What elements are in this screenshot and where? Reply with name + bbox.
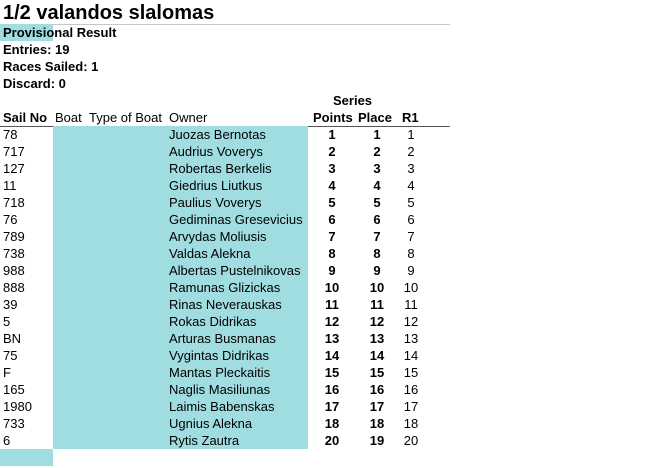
table-row — [0, 330, 450, 347]
points-cell: 10 — [324, 280, 340, 295]
place-cell: 17 — [369, 399, 385, 414]
r1-cell: 3 — [407, 161, 415, 176]
place-cell: 19 — [369, 433, 385, 448]
points-cell: 11 — [325, 297, 339, 312]
points-cell: 9 — [328, 263, 336, 278]
points-cell: 17 — [324, 399, 340, 414]
place-cell: 9 — [373, 263, 381, 278]
table-row — [0, 143, 450, 160]
table-row — [0, 211, 450, 228]
sail-no-cell: 717 — [3, 144, 25, 159]
r1-header: R1 — [402, 110, 419, 125]
r1-cell: 18 — [403, 416, 419, 431]
provisional-label: Provisional Result — [3, 25, 117, 40]
sail-no-cell: 165 — [3, 382, 25, 397]
sail-no-cell: 6 — [3, 433, 11, 448]
table-row — [0, 262, 450, 279]
r1-cell: 20 — [403, 433, 419, 448]
points-cell: 15 — [324, 365, 340, 380]
r1-cell: 17 — [403, 399, 419, 414]
points-cell: 5 — [328, 195, 336, 210]
place-cell: 4 — [373, 178, 381, 193]
place-cell: 2 — [373, 144, 381, 159]
points-cell: 16 — [324, 382, 340, 397]
table-row — [0, 194, 450, 211]
sail-no-cell: 789 — [3, 229, 25, 244]
series-header: Series — [333, 93, 373, 108]
place-cell: 8 — [373, 246, 381, 261]
owner-header: Owner — [169, 110, 208, 125]
sail-no-cell: 738 — [3, 246, 25, 261]
table-row — [0, 126, 450, 143]
owner-cell: Rinas Neverauskas — [169, 297, 282, 312]
r1-cell: 11 — [404, 297, 418, 312]
owner-cell: Paulius Voverys — [169, 195, 262, 210]
owner-cell: Juozas Bernotas — [169, 127, 266, 142]
place-header: Place — [358, 110, 392, 125]
owner-cell: Arturas Busmanas — [169, 331, 276, 346]
owner-cell: Naglis Masiliunas — [169, 382, 271, 397]
points-cell: 12 — [324, 314, 340, 329]
r1-cell: 10 — [403, 280, 419, 295]
points-cell: 20 — [324, 433, 340, 448]
sail-no-cell: 76 — [3, 212, 18, 227]
r1-cell: 9 — [407, 263, 415, 278]
owner-cell: Rokas Didrikas — [169, 314, 257, 329]
points-cell: 2 — [328, 144, 336, 159]
points-cell: 8 — [328, 246, 336, 261]
place-cell: 10 — [369, 280, 385, 295]
points-header: Points — [313, 110, 353, 125]
points-cell: 3 — [328, 161, 336, 176]
type-of-boat-header: Type of Boat — [89, 110, 162, 125]
owner-cell: Vygintas Didrikas — [169, 348, 269, 363]
sail-no-cell: 988 — [3, 263, 25, 278]
table-row — [0, 364, 450, 381]
owner-cell: Ugnius Alekna — [169, 416, 253, 431]
table-row — [0, 415, 450, 432]
r1-cell: 7 — [407, 229, 415, 244]
races-sailed: Races Sailed: 1 — [3, 59, 99, 74]
r1-cell: 4 — [407, 178, 415, 193]
points-cell: 14 — [324, 348, 340, 363]
table-row — [0, 432, 450, 449]
table-row — [0, 347, 450, 364]
table-row — [0, 398, 450, 415]
sail-no-cell: 5 — [3, 314, 11, 329]
place-cell: 7 — [373, 229, 381, 244]
sail-no-cell: 78 — [3, 127, 18, 142]
place-cell: 13 — [369, 331, 385, 346]
points-cell: 6 — [328, 212, 336, 227]
sail-no-cell: BN — [3, 331, 22, 346]
r1-cell: 8 — [407, 246, 415, 261]
r1-cell: 15 — [403, 365, 419, 380]
sail-no-cell: 1980 — [3, 399, 32, 414]
table-row — [0, 381, 450, 398]
r1-cell: 13 — [403, 331, 419, 346]
sail-no-cell: F — [3, 365, 11, 380]
r1-cell: 1 — [407, 127, 415, 142]
owner-cell: Laimis Babenskas — [169, 399, 275, 414]
sail-no-cell: 11 — [3, 178, 17, 193]
place-cell: 15 — [369, 365, 385, 380]
r1-cell: 6 — [407, 212, 415, 227]
entries-count: Entries: 19 — [3, 42, 70, 57]
place-cell: 14 — [369, 348, 385, 363]
table-row — [0, 245, 450, 262]
owner-cell: Giedrius Liutkus — [169, 178, 263, 193]
page-title: 1/2 valandos slalomas — [3, 2, 215, 24]
owner-cell: Albertas Pustelnikovas — [169, 263, 301, 278]
place-cell: 12 — [369, 314, 385, 329]
sail-no-cell: 733 — [3, 416, 25, 431]
sail-no-cell: 718 — [3, 195, 25, 210]
points-cell: 18 — [324, 416, 340, 431]
place-cell: 18 — [369, 416, 385, 431]
sail-no-cell: 39 — [3, 297, 18, 312]
points-cell: 4 — [328, 178, 336, 193]
r1-cell: 14 — [403, 348, 419, 363]
table-row — [0, 177, 450, 194]
table-row — [0, 313, 450, 330]
boat-header: Boat — [55, 110, 82, 125]
owner-cell: Gediminas Gresevicius — [169, 212, 303, 227]
points-cell: 1 — [328, 127, 336, 142]
r1-cell: 16 — [403, 382, 419, 397]
discard-count: Discard: 0 — [3, 76, 66, 91]
points-cell: 13 — [324, 331, 340, 346]
owner-cell: Arvydas Moliusis — [169, 229, 267, 244]
place-cell: 5 — [373, 195, 381, 210]
table-row — [0, 160, 450, 177]
table-row — [0, 228, 450, 245]
place-cell: 16 — [369, 382, 385, 397]
owner-cell: Audrius Voverys — [169, 144, 263, 159]
r1-cell: 2 — [407, 144, 415, 159]
place-cell: 3 — [373, 161, 381, 176]
table-row — [0, 279, 450, 296]
sail-no-cell: 127 — [3, 161, 25, 176]
owner-cell: Valdas Alekna — [169, 246, 251, 261]
place-cell: 1 — [373, 127, 381, 142]
table-row — [0, 296, 450, 313]
footer-highlight — [0, 449, 53, 466]
sail-no-header: Sail No — [3, 110, 48, 125]
r1-cell: 12 — [403, 314, 419, 329]
sail-no-cell: 888 — [3, 280, 25, 295]
r1-cell: 5 — [407, 195, 415, 210]
points-cell: 7 — [328, 229, 336, 244]
sail-no-cell: 75 — [3, 348, 18, 363]
owner-cell: Mantas Pleckaitis — [169, 365, 271, 380]
owner-cell: Ramunas Glizickas — [169, 280, 281, 295]
owner-cell: Rytis Zautra — [169, 433, 240, 448]
owner-cell: Robertas Berkelis — [169, 161, 272, 176]
place-cell: 6 — [373, 212, 381, 227]
place-cell: 11 — [370, 297, 384, 312]
